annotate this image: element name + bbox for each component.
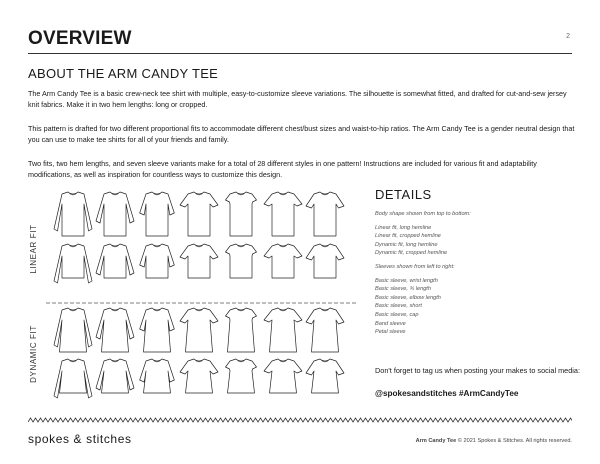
tee-linear-cropped-wrist — [54, 244, 92, 283]
details-line: Body shape shown from top to bottom: — [375, 211, 471, 217]
details-line: Basic sleeve, elbow length — [375, 294, 441, 301]
tee-dynamic-cropped-threequarter — [96, 359, 134, 393]
details-title: DETAILS — [375, 187, 432, 202]
details-line: Linear fit, cropped hemline — [375, 233, 441, 240]
details-line: Basic sleeve, short — [375, 303, 422, 310]
tee-linear-cropped-cap — [226, 244, 257, 278]
tee-dynamic-cropped-short — [180, 359, 218, 393]
tee-dynamic-long-elbow — [140, 308, 175, 352]
tee-linear-cropped-petal — [306, 244, 344, 278]
footer-copyright — [416, 438, 572, 444]
tee-linear-cropped-band — [264, 244, 302, 278]
footer-product: Arm Candy Tee — [415, 438, 457, 444]
section-title: ABOUT THE ARM CANDY TEE — [28, 66, 219, 81]
social-callout: Don't forget to tag us when posting your makes to social media: — [375, 366, 581, 375]
details-line: Basic sleeve, cap — [375, 312, 419, 318]
intro-paragraph: The Arm Candy Tee is a basic crew-neck tee shirt with multiple, easy-to-customize sleeve variations. The silhouette is somewhat fitted, and drafted for cut-and-sew jersey knit fabrics. Make it in two hem lengths: long or cropped. — [28, 89, 567, 109]
tee-dynamic-long-band — [264, 308, 302, 352]
fit-paragraph: This pattern is drafted for two different proportional fits to accommodate different chest/bust sizes and waist-to-hip ratios. The Arm Candy Tee is a gender neutral design that you can use to make tee shirts for all of your friends and family. — [28, 124, 575, 144]
details-line: Basic sleeve, wrist length — [375, 277, 438, 284]
page-number: 2 — [566, 33, 570, 40]
tee-linear-cropped-short — [180, 244, 218, 278]
details-line: Linear fit, long hemline — [375, 224, 432, 231]
tee-dynamic-long-wrist — [54, 308, 92, 352]
linear-fit-label: LINEAR FIT — [29, 224, 38, 274]
styles-paragraph: Two fits, two hem lengths, and seven sleeve variants make for a total of 28 different styles in one pattern! Instructions are included for various fit and adaptability modifications, as well as inspiration for countless ways to customize this design. — [28, 159, 537, 179]
tee-dynamic-long-petal — [306, 308, 344, 352]
tee-linear-long-elbow — [140, 192, 175, 236]
tee-linear-long-short — [180, 192, 218, 236]
details-line: Dynamic fit, long hemline — [375, 241, 438, 248]
details-line: Sleeves shown from left to right: — [375, 264, 455, 270]
tee-dynamic-long-cap — [226, 308, 257, 352]
zigzag-divider — [28, 417, 572, 423]
dynamic-fit-label: DYNAMIC FIT — [29, 325, 38, 383]
social-hashtag: @spokesandstitches #ArmCandyTee — [375, 389, 519, 398]
page-title: OVERVIEW — [28, 28, 132, 49]
tee-dynamic-cropped-band — [264, 359, 302, 393]
tee-linear-cropped-threequarter — [96, 244, 134, 278]
tee-dynamic-cropped-petal — [306, 359, 344, 393]
tee-dynamic-cropped-elbow — [140, 359, 175, 393]
tee-linear-long-band — [264, 192, 302, 236]
tee-dynamic-long-short — [180, 308, 218, 352]
tee-dynamic-long-threequarter — [96, 308, 134, 352]
tee-dynamic-cropped-cap — [226, 359, 257, 393]
footer-copyright-text: © 2021 Spokes & Stitches. All rights reserved. — [457, 438, 572, 444]
tee-linear-long-petal — [306, 192, 344, 236]
brand-logo-text: spokes & stitches — [28, 432, 132, 446]
tee-linear-long-wrist — [54, 192, 92, 236]
header-divider — [28, 53, 572, 54]
details-line: Basic sleeve, ¾ length — [375, 286, 431, 293]
details-line: Petal sleeve — [375, 329, 406, 336]
details-line: Dynamic fit, cropped hemline — [375, 250, 448, 257]
details-line: Band sleeve — [375, 320, 406, 327]
tee-linear-cropped-elbow — [140, 244, 175, 278]
tee-linear-long-cap — [226, 192, 257, 236]
tee-linear-long-threequarter — [96, 192, 134, 236]
tee-variations-illustration — [24, 186, 364, 406]
tee-dynamic-cropped-wrist — [54, 359, 92, 398]
